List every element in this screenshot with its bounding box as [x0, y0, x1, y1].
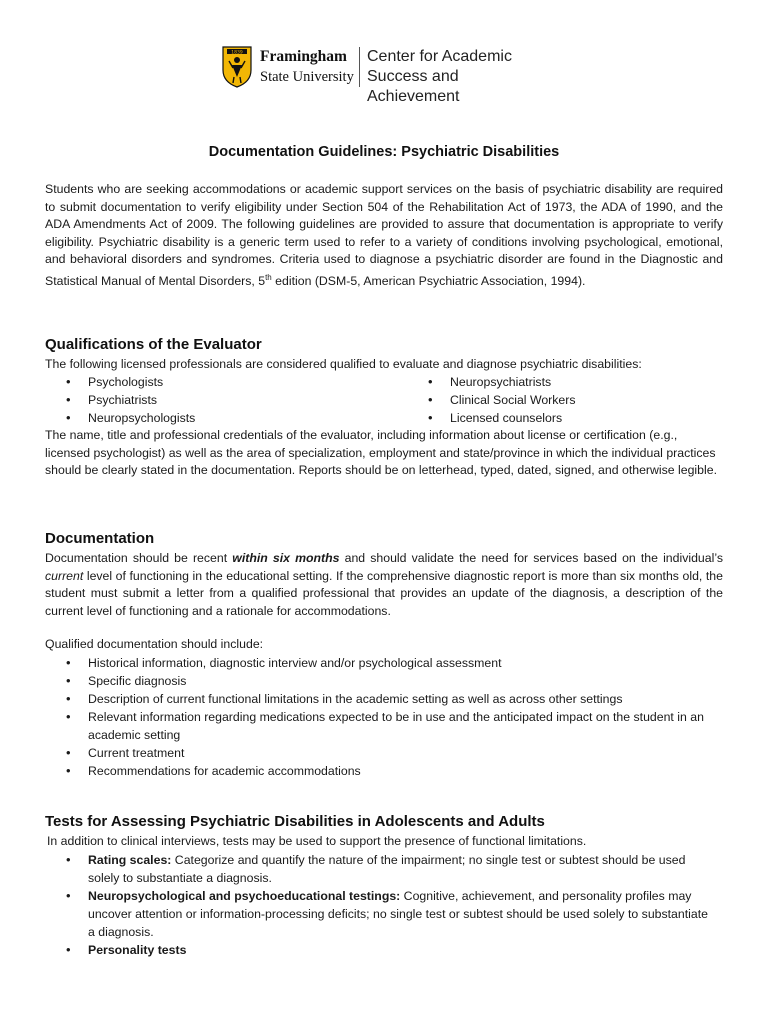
documentation-emphasis-recent: within six months: [232, 551, 340, 565]
list-item: • Specific diagnosis: [62, 672, 722, 690]
test-label: Personality tests: [88, 943, 187, 957]
list-item: [62, 887, 712, 941]
header-logo: [222, 44, 548, 105]
documentation-include-lead: Qualified documentation should include:: [45, 637, 264, 651]
brand-line-1: Framingham: [260, 48, 347, 65]
evaluator-list-left: [62, 373, 392, 427]
list-item: • Historical information, diagnostic interview and/or psychological assessment: [62, 654, 722, 672]
list-item: • Psychologists: [62, 373, 392, 391]
qualifications-lead: The following licensed professionals are considered qualified to evaluate and diagnose psychiatric disabilities:: [45, 357, 642, 371]
list-item: [62, 941, 712, 959]
list-item: • Licensed counselors: [424, 409, 724, 427]
seal-year: 1839: [231, 50, 243, 56]
tests-list: [62, 851, 712, 959]
brand-name: [260, 47, 354, 87]
test-description: Categorize and quantify the nature of the impairment; no single test or subtest should be used solely to substantiate a diagnosis.: [88, 853, 686, 885]
center-line-1: Center for Academic: [367, 48, 512, 65]
header-divider: [359, 47, 360, 87]
list-item: [62, 851, 712, 887]
university-seal-icon: [222, 46, 252, 88]
list-item: • Description of current functional limitations in the academic setting as well as across other settings: [62, 690, 722, 708]
intro-text-b: edition (DSM-5, American Psychiatric Association, 1994).: [271, 273, 586, 288]
tests-heading: Tests for Assessing Psychiatric Disabilities in Adolescents and Adults: [45, 813, 545, 830]
tests-lead: In addition to clinical interviews, tests may be used to support the presence of functional limitations.: [47, 834, 587, 848]
list-item: • Recommendations for academic accommodations: [62, 762, 722, 780]
list-item: • Current treatment: [62, 744, 722, 762]
documentation-emphasis-current: current: [45, 568, 84, 583]
list-item: • Psychiatrists: [62, 391, 392, 409]
list-item: • Relevant information regarding medications expected to be in use and the anticipated impact on the student in an academic setting: [62, 708, 722, 744]
test-description: Cognitive, achievement, and personality profiles may uncover attention or information-processing deficits; no single test or subtest should be used solely to substantiate a diagnosis.: [88, 889, 708, 939]
evaluator-credentials-note: The name, title and professional credentials of the evaluator, including information about license or certification (e.g., licensed psychologist) as well as the area of specialization, employment and state/province in which the individual practices should be clearly stated in the documentation. Reports should be on letterhead, typed, dated, signed, and otherwise legible.: [45, 428, 717, 477]
center-line-2: Success and Achievement: [367, 68, 460, 105]
documentation-requirements-list: [62, 654, 722, 780]
page-title: Documentation Guidelines: Psychiatric Disabilities: [208, 144, 560, 160]
documentation-text-b: and should validate the need for services based on the individual’s: [339, 551, 724, 565]
center-name: [367, 47, 548, 107]
evaluator-list-right: [424, 373, 724, 427]
brand-line-2: State University: [260, 69, 354, 85]
documentation-text-a: Documentation should be recent: [45, 551, 233, 565]
documentation-text-c: level of functioning in the educational setting. If the comprehensive diagnostic report is more than six months old, the student must submit a letter from a qualified professional that provides an update of the diagnosis, a description of the current level of functioning and a rationale for accommodations.: [45, 568, 723, 618]
qualifications-heading: Qualifications of the Evaluator: [45, 336, 262, 353]
list-item: • Neuropsychiatrists: [424, 373, 724, 391]
test-label: Rating scales:: [88, 853, 172, 867]
list-item: • Clinical Social Workers: [424, 391, 724, 409]
intro-text-a: Students who are seeking accommodations or academic support services on the basis of psychiatric disability are required to submit documentation to verify eligibility under Section 504 of the Rehabilitation Act of 1973, the ADA of 1990, and the ADA Amendments Act of 2009. The following guidelines are provided to assure that documentation is appropriate to verify eligibility. Psychiatric disability is a generic term used to refer to a variety of conditions involving psychological, emotional, and behavioral disorders and syndromes. Criteria used to diagnose a psychiatric disorder are found in the Diagnostic and Statistical Manual of Mental Disorders, 5: [45, 182, 723, 288]
intro-superscript: th: [265, 272, 272, 282]
documentation-paragraph: [45, 550, 723, 620]
list-item: • Neuropsychologists: [62, 409, 392, 427]
test-label: Neuropsychological and psychoeducational testings:: [88, 889, 401, 903]
documentation-heading: Documentation: [45, 530, 155, 547]
intro-paragraph: [45, 181, 723, 290]
